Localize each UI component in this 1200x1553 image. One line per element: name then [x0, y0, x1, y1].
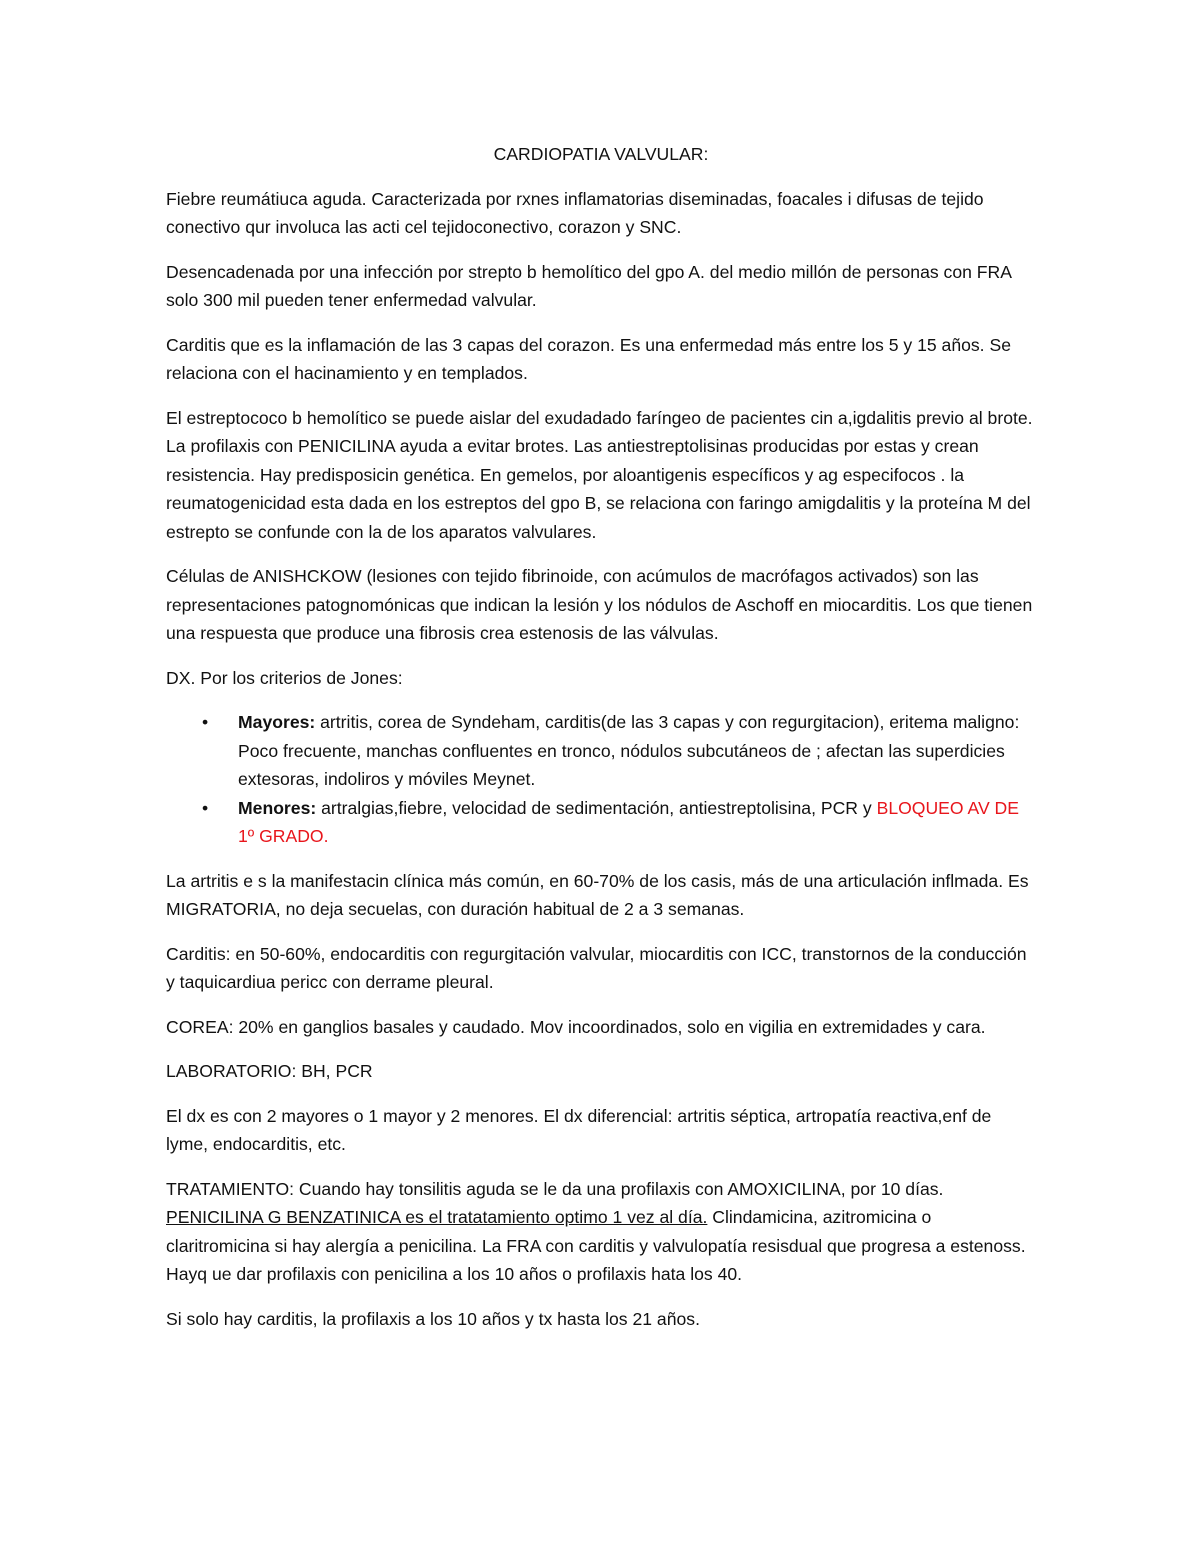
page-title: CARDIOPATIA VALVULAR: [493, 144, 709, 164]
document-body [166, 140, 1036, 1349]
paragraph-diagnostico: El dx es con 2 mayores o 1 mayor y 2 menores. El dx diferencial: artritis séptica, artropatía reactiva,enf de lyme, endocarditis, etc. [166, 1105, 992, 1154]
mayores-text: artritis, corea de Syndeham, carditis(de las 3 capas y con regurgitacion), eritema maligno: Poco frecuente, manchas confluentes en tronco, nódulos subcutáneos de ; afectan las superdicies extesoras, indoliros y móviles Meynet. [238, 712, 1020, 789]
paragraph-fiebre-reumatica: Fiebre reumátiuca aguda. Caracterizada por rxnes inflamatorias diseminadas, foacales i difusas de tejido conectivo qur involuca las acti cel tejidoconectivo, corazon y SNC. [166, 188, 984, 237]
menores-label: Menores: [238, 797, 317, 818]
bullet-icon: • [202, 712, 209, 732]
jones-criteria-list [166, 708, 1036, 851]
paragraph-solo-carditis: Si solo hay carditis, la profilaxis a los 10 años y tx hasta los 21 años. [166, 1308, 700, 1329]
paragraph-dx-heading: DX. Por los criterios de Jones: [166, 667, 403, 688]
list-item-mayores [166, 708, 1036, 794]
paragraph-tratamiento [166, 1175, 1036, 1289]
tratamiento-underlined: PENICILINA G BENZATINICA es el tratatamiento optimo 1 vez al día. [166, 1207, 708, 1227]
paragraph-carditis: Carditis: en 50-60%, endocarditis con regurgitación valvular, miocarditis con ICC, transtornos de la conducción y taquicardiua pericc con derrame pleural. [166, 943, 1027, 992]
paragraph-corea: COREA: 20% en ganglios basales y caudado. Mov incoordinados, solo en vigilia en extremidades y cara. [166, 1016, 986, 1037]
menores-text: artralgias,fiebre, velocidad de sedimentación, antiestreptolisina, PCR y [316, 797, 877, 818]
paragraph-carditis-intro: Carditis que es la inflamación de las 3 capas del corazon. Es una enfermedad más entre los 5 y 15 años. Se relaciona con el hacinamiento y en templados. [166, 334, 1011, 383]
tratamiento-text-1: TRATAMIENTO: Cuando hay tonsilitis aguda se le da una profilaxis con AMOXICILINA, por 10 días. [166, 1178, 944, 1199]
list-item-menores [166, 794, 1036, 851]
paragraph-laboratorio: LABORATORIO: BH, PCR [166, 1061, 373, 1081]
paragraph-estreptococo: El estreptococo b hemolítico se puede aislar del exudadado faríngeo de pacientes cin a,igdalitis previo al brote. La profilaxis con PENICILINA ayuda a evitar brotes. Las antiestreptolisinas producidas por estas y crean resistencia. Hay predisposicin genética. En gemelos, por aloantigenis específicos y ag especifocos . la reumatogenicidad esta dada en los estreptos del gpo B, se relaciona con faringo amigdalitis y la proteína M del estrepto se confunde con la de los aparatos valvulares. [166, 407, 1033, 542]
paragraph-artritis: La artritis e s la manifestacin clínica más común, en 60-70% de los casis, más de una articulación inflmada. Es MIGRATORIA, no deja secuelas, con duración habitual de 2 a 3 semanas. [166, 870, 1029, 919]
bloqueo-av-highlight: BLOQUEO AV DE 1º GRADO. [238, 797, 1020, 846]
mayores-label: Mayores: [238, 712, 316, 732]
bullet-icon: • [202, 797, 209, 818]
paragraph-desencadenada: Desencadenada por una infección por strepto b hemolítico del gpo A. del medio millón de personas con FRA solo 300 mil pueden tener enfermedad valvular. [166, 261, 1012, 310]
paragraph-celulas-anishckow: Células de ANISHCKOW (lesiones con tejido fibrinoide, con acúmulos de macrófagos activados) son las representaciones patognomónicas que indican la lesión y los nódulos de Aschoff en miocarditis. Los que tienen una respuesta que produce una fibrosis crea estenosis de las válvulas. [166, 566, 1033, 643]
tratamiento-text-2: Clindamicina, azitromicina o claritromicina si hay alergía a penicilina. La FRA con carditis y valvulopatía resisdual que progresa a estenoss. Hayq ue dar profilaxis con penicilina a los 10 años o profilaxis hata los 40. [166, 1207, 1026, 1284]
